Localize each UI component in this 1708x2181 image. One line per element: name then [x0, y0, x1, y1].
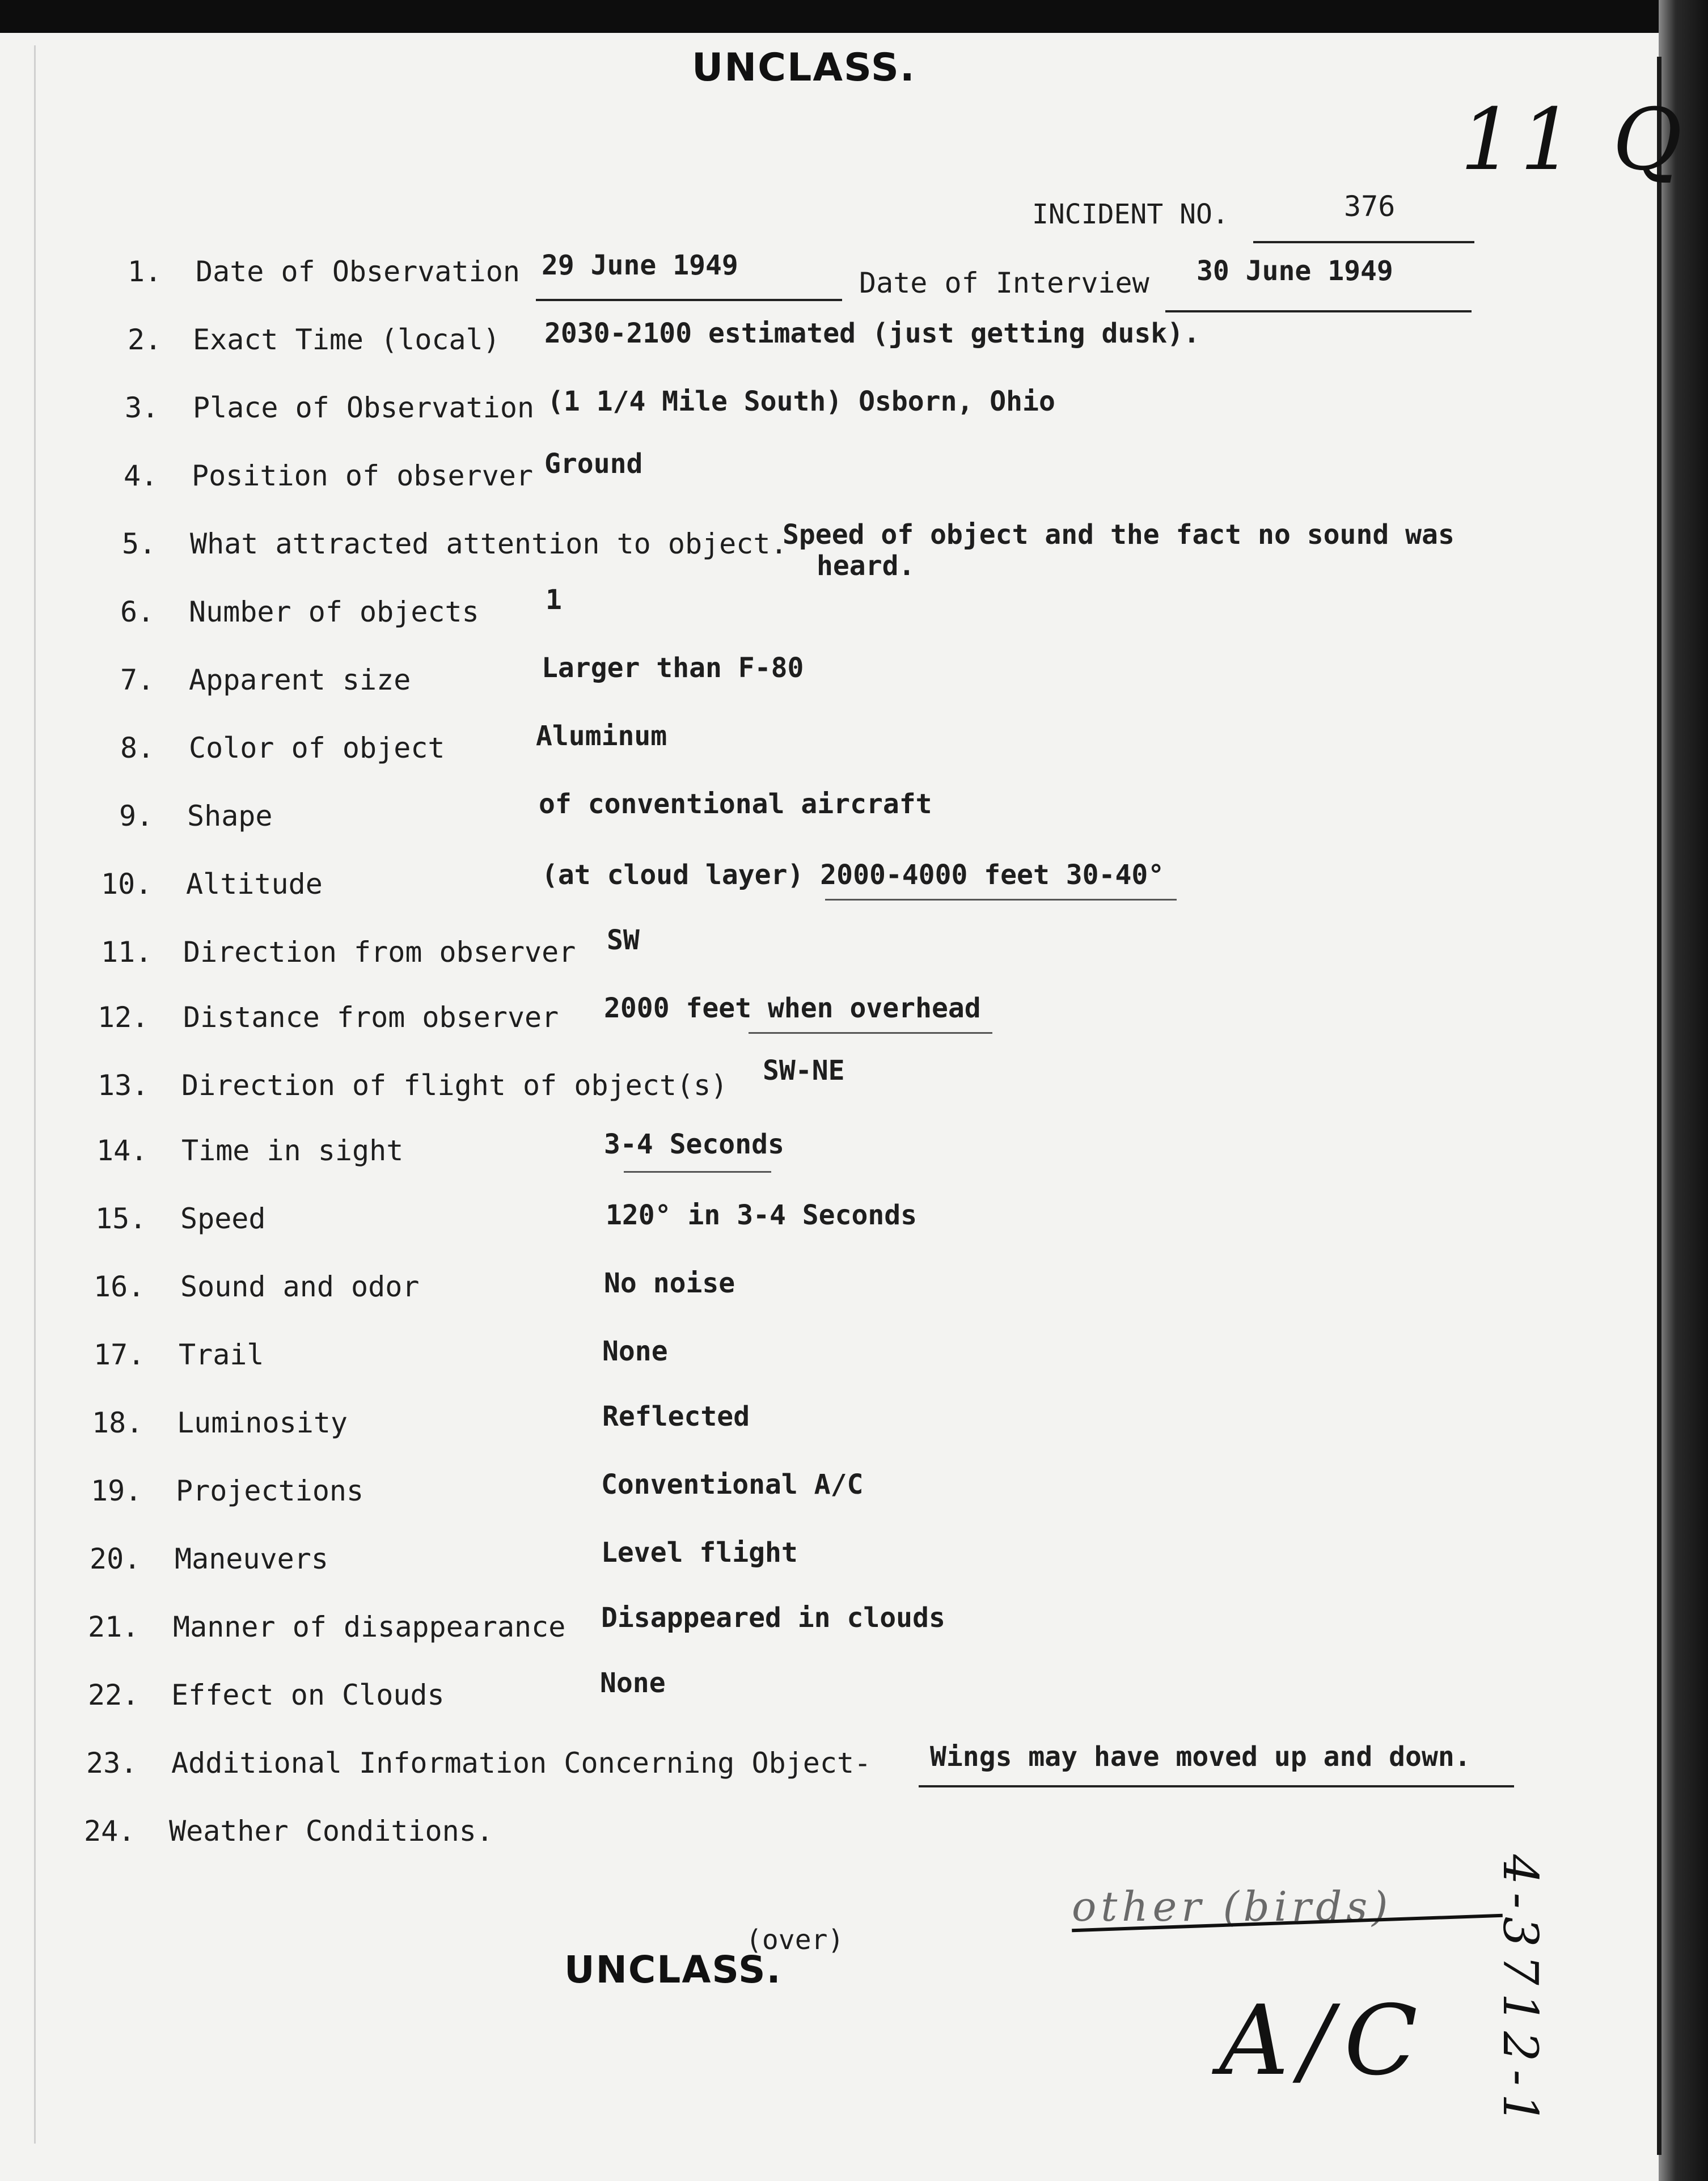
item-number: 3. [125, 391, 159, 424]
value-underline [1165, 310, 1472, 312]
item-label: Luminosity [177, 1406, 348, 1439]
item-label: Number of objects [189, 595, 479, 628]
over-note: (over) [746, 1924, 844, 1956]
form-row-7 [0, 652, 1644, 698]
form-row-14 [0, 1128, 1644, 1168]
classification-stamp-top: UNCLASS. [692, 45, 916, 90]
item-number: 18. [92, 1406, 143, 1439]
item-label: What attracted attention to object. [190, 527, 788, 560]
form-row-2 [0, 318, 1644, 357]
item-label: Time in sight [181, 1134, 404, 1167]
item-value: None [600, 1667, 666, 1699]
item-label: Projections [176, 1474, 364, 1507]
item-value: Larger than F-80 [542, 652, 804, 684]
item-label: Trail [179, 1338, 264, 1371]
item-number: 2. [128, 323, 162, 356]
item-number: 12. [98, 1001, 149, 1034]
item-value: 29 June 1949 [542, 250, 738, 281]
form-row-16 [0, 1267, 1644, 1304]
item-value: (1 1/4 Mile South) Osborn, Ohio [547, 386, 1055, 417]
item-value: (at cloud layer) 2000-4000 feet 30-40° [542, 859, 1165, 891]
item-value: 120° in 3-4 Seconds [606, 1199, 918, 1231]
item-label: Manner of disappearance [173, 1611, 566, 1643]
item-label: Place of Observation [193, 391, 535, 424]
form-row-10 [0, 859, 1644, 902]
form-row-21 [0, 1602, 1644, 1645]
item-value: Wings may have moved up and down. [930, 1741, 1471, 1773]
scan-right-border [1659, 0, 1708, 2181]
item-number: 16. [94, 1270, 145, 1303]
page-edge-line [1657, 57, 1662, 2155]
item-number: 24. [84, 1815, 136, 1848]
item-value: Level flight [601, 1537, 798, 1569]
item-value: 2000 feet when overhead [604, 992, 981, 1024]
item-number: 20. [90, 1542, 141, 1575]
form-row-13 [0, 1055, 1644, 1103]
item-number: 13. [98, 1069, 149, 1102]
item-label: Altitude [186, 868, 323, 901]
value-underline [919, 1785, 1514, 1787]
item-value: 3-4 Seconds [604, 1128, 784, 1160]
form-row-11 [0, 924, 1644, 970]
item-label: Position of observer [192, 459, 534, 492]
form-row-23 [0, 1741, 1644, 1781]
item-label: Direction from observer [183, 936, 576, 969]
item-value: Aluminum [536, 720, 667, 752]
item-value: of conventional aircraft [539, 788, 932, 820]
item-label: Additional Information Concerning Object- [171, 1747, 872, 1780]
item-label: Color of object [189, 732, 445, 764]
value-underline [749, 1032, 992, 1034]
item-value-continued: heard. [817, 550, 915, 582]
incident-number: 376 [1344, 190, 1396, 223]
item-label: Weather Conditions. [169, 1815, 493, 1848]
item-number: 4. [124, 459, 158, 492]
handwritten-file-number: 4-3712-1 [1493, 1854, 1548, 2132]
form-row-4 [0, 448, 1644, 493]
value-underline [825, 899, 1177, 901]
item-label-secondary: Date of Interview [859, 267, 1149, 299]
item-value: Reflected [602, 1401, 750, 1432]
item-value: Disappeared in clouds [601, 1602, 945, 1634]
value-underline [624, 1171, 771, 1173]
item-value-secondary: 30 June 1949 [1197, 255, 1393, 287]
item-number: 1. [128, 255, 162, 288]
form-row-19 [0, 1469, 1644, 1508]
value-underline [536, 299, 842, 301]
item-label: Distance from observer [183, 1001, 559, 1034]
form-row-8 [0, 720, 1644, 766]
item-number: 8. [120, 732, 155, 764]
form-row-20 [0, 1537, 1644, 1576]
item-number: 7. [120, 663, 155, 696]
form-row-6 [0, 584, 1644, 629]
form-row-24 [0, 1815, 1644, 1849]
item-label: Maneuvers [175, 1542, 328, 1575]
form-row-1 [0, 250, 1644, 299]
form-row-3 [0, 386, 1644, 425]
form-row-15 [0, 1199, 1644, 1236]
incident-underline [1253, 241, 1474, 243]
form-row-17 [0, 1335, 1644, 1372]
item-number: 14. [96, 1134, 148, 1167]
item-value: No noise [604, 1267, 735, 1299]
item-number: 19. [91, 1474, 142, 1507]
handwritten-conclusion: A/C [1219, 1985, 1430, 2097]
item-number: 5. [122, 527, 157, 560]
item-value: Conventional A/C [601, 1469, 864, 1501]
item-label: Exact Time (local) [193, 323, 500, 356]
item-number: 11. [101, 936, 153, 969]
handwritten-page-mark: 11 Q [1460, 91, 1688, 189]
form-row-9 [0, 788, 1644, 834]
item-label: Shape [187, 800, 273, 832]
item-value: Speed of object and the fact no sound was [783, 519, 1455, 551]
classification-stamp-bottom: UNCLASS. [564, 1948, 782, 1992]
item-number: 23. [86, 1747, 138, 1780]
item-value: 1 [546, 584, 562, 616]
item-value: 2030-2100 estimated (just getting dusk). [544, 318, 1200, 349]
handwritten-struck-note: other (birds) [1072, 1883, 1393, 1930]
item-label: Date of Observation [196, 255, 520, 288]
item-value: None [602, 1335, 668, 1367]
form-row-5 [0, 519, 1644, 582]
item-value: SW-NE [763, 1055, 845, 1087]
item-label: Speed [180, 1202, 266, 1235]
item-label: Sound and odor [180, 1270, 420, 1303]
item-number: 9. [119, 800, 154, 832]
incident-label: INCIDENT NO. [1032, 198, 1229, 230]
item-label: Effect on Clouds [171, 1679, 445, 1711]
form-row-12 [0, 992, 1644, 1035]
form-row-18 [0, 1401, 1644, 1440]
item-label: Apparent size [189, 663, 411, 696]
item-number: 10. [101, 868, 153, 901]
item-value: SW [607, 924, 640, 956]
form-row-22 [0, 1667, 1644, 1713]
item-value: Ground [544, 448, 643, 480]
scan-top-border [0, 0, 1708, 33]
item-number: 15. [95, 1202, 147, 1235]
item-number: 6. [120, 595, 155, 628]
item-number: 22. [88, 1679, 139, 1711]
item-number: 21. [88, 1611, 139, 1643]
item-number: 17. [94, 1338, 145, 1371]
item-label: Direction of flight of object(s) [181, 1069, 728, 1102]
